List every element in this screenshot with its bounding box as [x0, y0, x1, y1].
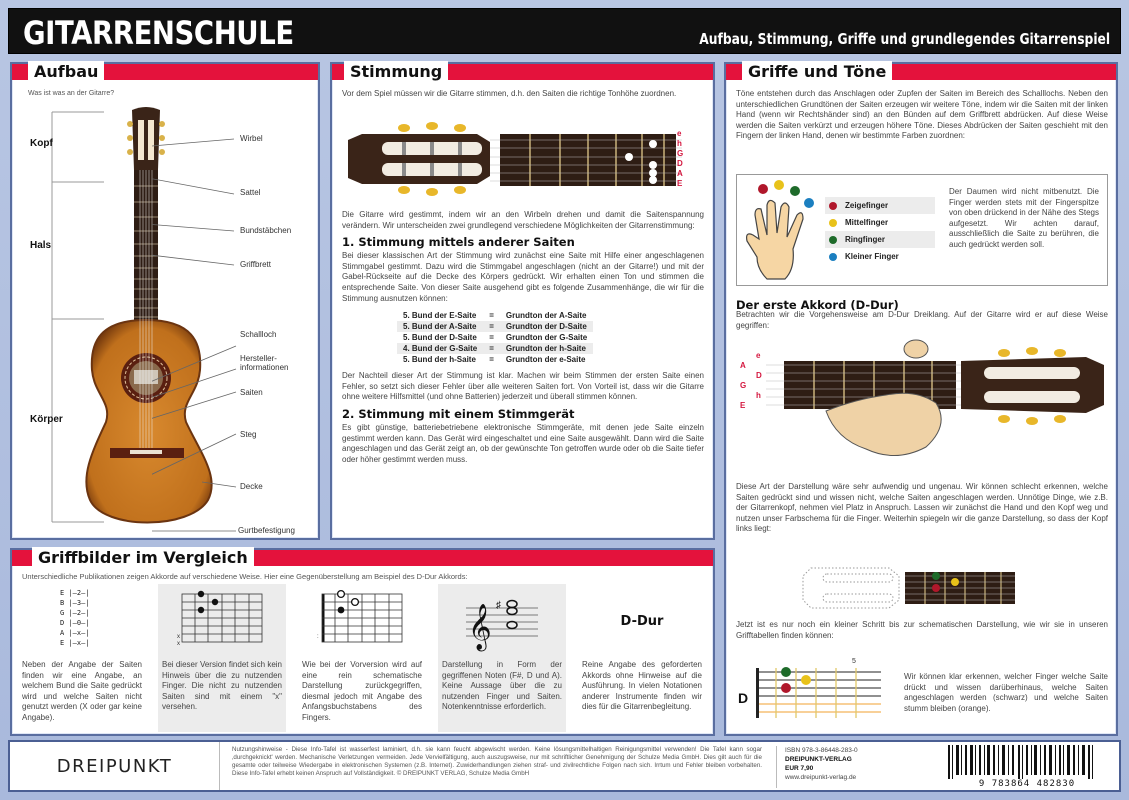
panel-heading-bar — [332, 64, 713, 80]
barcode-icon — [942, 745, 1112, 779]
section-label-koerper: Körper — [30, 414, 63, 425]
string-label: D — [756, 371, 762, 380]
string-label: e — [756, 351, 761, 360]
finger-legend-item: Zeigefinger — [825, 197, 935, 214]
finger-legend-item: Ringfinger — [825, 231, 935, 248]
legal-notice: Nutzungshinweise - Diese Info-Tafel ist wasserfest laminiert, d.h. sie kann feucht abgewischt werden. Keine lösungsmittelhaltigen Reinigungsmittel verwenden! Die Tafel kann sogar ‚durchgeknickt' werden. Mechanische Verletzungen vermeiden. Jede Vervielfältigung, auch auszugsweise, nur mit schriftlicher Genehmigung der Schulze Media GmbH. Dies gilt auch für die gesamte oder teilweise Wiedergabe in elektronischen Systemen (z.B. Internet). Zuwiderhandlungen ziehen straf- und zivilrechtliche Folgen nach sich. Irrtum und Fehler bleiben vorbehalten. Diese Info-Tafel erhebt keinen Anspruch auf Vollständigkeit. © DREIPUNKT VERLAG, Schulze Media GmbH — [232, 746, 762, 777]
string-label: E — [740, 401, 746, 410]
string-label: A — [740, 361, 746, 370]
green-dot-icon — [829, 236, 837, 244]
string-label: D — [677, 159, 683, 168]
isbn: ISBN 978-3-86448-283-0 — [785, 747, 858, 754]
panel-heading-bar — [12, 550, 713, 566]
comparison-description: Darstellung in Form der gegriffenen Noten (F#, D und A). Keine Aussage über die zu nutzenden Finger und Saiten. Notenkenntnisse erforderlich. — [442, 660, 562, 712]
string-labels — [677, 129, 683, 189]
chord-box-dots-icon — [176, 588, 268, 650]
finger-legend-item: Mittelfinger — [825, 214, 935, 231]
finger-legend-item: Kleiner Finger — [825, 248, 935, 265]
red-dot-icon — [829, 202, 837, 210]
stimmung-subheading-1: 1. Stimmung mittels anderer Saiten — [342, 235, 575, 250]
part-label: Decke — [240, 482, 263, 491]
panel-griffe-und-toene — [724, 62, 1118, 736]
stimmung-paragraph: Es gibt günstige, batteriebetriebene elektronische Stimmgeräte, mit denen jede Saite einzeln gestimmt werden kann. Das Gerät wird eingeschaltet und eine Saite ausgewählt. Dann wird die Saite angeschlagen und das Gerät zeigt an, ob der gewünschte Ton getroffen wurde oder ob die Saite tiefer oder höher gestimmt werden muss. — [342, 422, 704, 464]
barcode — [942, 745, 1112, 789]
schema-note: Wir können klar erkennen, welcher Finger welche Saite drückt und wissen darüberhinaus, welche Saiten angeschlagen werden (schwarz) und welche Saiten stumm bleiben (orange). — [904, 672, 1108, 713]
finger-legend — [825, 197, 935, 265]
tuning-row: 5. Bund der A-Saite = Grundton der D-Saite — [397, 321, 593, 332]
string-label: e — [677, 129, 682, 138]
comparison-sheet-music — [438, 584, 566, 732]
comparison-chord-box — [158, 584, 286, 732]
leader-lines-icon — [152, 124, 252, 544]
poster-subtitle: Aufbau, Stimmung, Griffe und grundlegendes Gitarrenspiel — [699, 30, 1110, 48]
panel-griffbilder-im-vergleich — [10, 548, 715, 736]
comparison-description: Reine Angabe des geforderten Akkords ohne Hinweise auf die Ausführung. In vielen Notationen anderer Instrumente finden wir dies für die Gitarrenbegleitung. — [582, 660, 702, 712]
part-label: Saiten — [240, 388, 263, 397]
aufbau-intro: Was ist was an der Gitarre? — [28, 90, 115, 97]
tuning-row: 5. Bund der E-Saite = Grundton der A-Saite — [403, 311, 587, 321]
comparison-tab-notation — [18, 584, 146, 732]
mirrored-fretboard-icon — [801, 564, 1021, 614]
stimmung-intro: Vor dem Spiel müssen wir die Gitarre stimmen, d.h. den Saiten die richtige Tonhöhe zuordnen. — [342, 89, 677, 98]
panel-heading: Aufbau — [28, 61, 104, 83]
yellow-dot-icon — [829, 219, 837, 227]
string-label: E — [677, 179, 683, 188]
griffe-intro: Töne entstehen durch das Anschlagen oder Zupfen der Saiten im Bereich des Schalllochs. Neben den unterschiedlichen Grundtönen der Saiten erzeugen wir weitere Töne, indem wir die Saiten mit der linken Hand (wenn wir Rechtshänder sind) an den Bünden auf dem Griffbrett abdrücken. Auf diese Weise werden die Saiten verkürzt und erzeugen höhere Töne. Dieses Abdrücken der Saiten geschieht mit den Fingern der linken Hand, denen wir bestimmte Farben zuordnen: — [736, 89, 1108, 141]
schema-chord-label: D — [738, 690, 749, 706]
schema-paragraph: Jetzt ist es nur noch ein kleiner Schritt bis zur schematischen Darstellung, wie wir sie in unseren Grifftabellen finden können: — [736, 620, 1108, 640]
finger-color-box — [736, 174, 1108, 286]
panel-heading-bar — [12, 64, 318, 80]
part-label: Bundstäbchen — [240, 226, 292, 235]
svg-text:♯: ♯ — [496, 600, 501, 611]
svg-text:x: x — [177, 641, 180, 647]
string-label: G — [740, 381, 747, 390]
svg-text:𝄞: 𝄞 — [468, 604, 492, 650]
svg-text:x: x — [177, 634, 180, 640]
stimmung-paragraph: Bei dieser klassischen Art der Stimmung wird zunächst eine Saite mit Hilfe einer angeschlagenen Stimmgabel gestimmt. Dazu wird die Stimmgabel angeschlagen (nicht an der Gitarre!) und mit der Gabel-Rückseite auf die Decke des Körpers gedrückt. Wir erhalten einen Ton und stimmen die entsprechende Saite. Von dieser Saite ausgehend gibt es folgende Zusammenhänge, die wir für die Stimmung ausnutzen können: — [342, 251, 704, 303]
comparison-chord-box-fingers — [298, 584, 426, 732]
stimmung-body — [342, 210, 704, 465]
mirror-paragraph: Diese Art der Darstellung wäre sehr aufwendig und ungenau. Wir können schlecht erkennen, welche Saiten gedrückt sind und wissen nicht, welche Saiten angeschlagen werden. Unnötige Dinge, wie z.B. der Gitarrenkopf, nehmen viel Platz in Anspruch. Lassen wir zunächst die Hand und den Kopf weg und nutzen unser Farbschema für die Finger. Weiterhin spiegeln wir die ganze Darstellung, so dass der Kopf links liegt: — [736, 482, 1108, 534]
chord-string-labels — [740, 351, 762, 411]
stimmung-paragraph: Die Gitarre wird gestimmt, indem wir an den Wirbeln drehen und damit die Saitenspannung verändern. Wir unterscheiden zwei grundlegend verschiedene Möglichkeiten der Gitarrenstimmung: — [342, 210, 704, 230]
string-label: h — [756, 391, 761, 400]
panel-aufbau — [10, 62, 320, 540]
chord-intro: Betrachten wir die Vorgehensweise am D-Dur Dreiklang. Auf der Gitarre wird er auf diese Weise gegriffen: — [736, 310, 1108, 330]
chord-heading: Der erste Akkord (D-Dur) — [736, 298, 899, 312]
treble-clef-chord-icon — [466, 586, 538, 654]
section-label-hals: Hals — [30, 240, 52, 251]
griffbilder-intro: Unterschiedliche Publikationen zeigen Akkorde auf verschiedene Weise. Hier eine Gegenüberstellung am Beispiel des D-Dur Akkords: — [22, 572, 468, 581]
chord-box-fingers-icon — [316, 588, 408, 650]
comparison-chord-name — [578, 584, 706, 732]
comparison-description: Neben der Angabe der Saiten finden wir eine Angabe, an welchem Bund die Saite gedrückt wird und welche Saiten nicht genutzt werden (X oder gar keine Angabe). — [22, 660, 142, 722]
string-label: G — [677, 149, 684, 158]
panel-stimmung — [330, 62, 715, 540]
d-chord-hand-illustration-icon — [736, 339, 1108, 469]
schema-fret-number: 5 — [852, 658, 856, 665]
barcode-number: 9 783864 482830 — [942, 779, 1112, 789]
part-label: Griffbrett — [240, 260, 271, 269]
tuning-row: 4. Bund der G-Saite = Grundton der h-Saite — [397, 343, 593, 354]
comparison-description: Wie bei der Vorversion wird auf eine rein schematische Darstellung zurückgegriffen, diesmal jedoch mit Angabe des Anfangsbuchstabens des Fingers. — [302, 660, 422, 722]
part-label: Steg — [240, 430, 257, 439]
svg-text::: : — [317, 634, 319, 640]
section-label-kopf: Kopf — [30, 138, 53, 149]
dreipunkt-logo: DREIPUNKT — [10, 742, 220, 790]
part-label: informationen — [240, 363, 289, 372]
tuning-table — [397, 310, 593, 365]
schematic-chord-diagram-icon — [756, 664, 886, 724]
tuning-row: 5. Bund der h-Saite = Grundton der e-Saite — [403, 355, 586, 365]
part-label: Sattel — [240, 188, 261, 197]
panel-heading: Griffbilder im Vergleich — [32, 547, 254, 569]
blue-dot-icon — [829, 253, 837, 261]
price: EUR 7,90 — [785, 765, 814, 772]
stimmung-subheading-2: 2. Stimmung mit einem Stimmgerät — [342, 406, 575, 421]
part-label: Hersteller- — [240, 354, 277, 363]
panel-heading: Griffe und Töne — [742, 61, 892, 83]
panel-heading-bar — [726, 64, 1116, 80]
tab-notation: E |—2—| B |—3—| G |—2—| D |—0—| A |—x—| E |—x—| — [60, 589, 90, 647]
part-label: Wirbel — [240, 134, 263, 143]
comparison-description: Bei dieser Version findet sich kein Hinweis über die zu nutzenden Finger. Die nicht zu nutzenden Saiten sind mit einem "x" versehen. — [162, 660, 282, 712]
footer — [8, 740, 1121, 792]
hand-icon — [745, 179, 821, 283]
poster-header — [8, 8, 1121, 54]
string-label: A — [677, 169, 683, 178]
string-label: h — [677, 139, 682, 148]
finger-note: Der Daumen wird nicht mitbenutzt. Die Finger werden stets mit der Fingerspitze von oben drückend in der Nähe des Stegs aufgesetzt. Wir achten darauf, ausschließlich die Saite zu berühren, die auch gedrückt werden soll. — [949, 187, 1099, 249]
part-label: Gurtbefestigung — [238, 526, 295, 535]
website: www.dreipunkt-verlag.de — [785, 774, 857, 781]
poster-title: GITARRENSCHULE — [23, 14, 294, 52]
stimmung-paragraph: Der Nachteil dieser Art der Stimmung ist klar. Machen wir beim Stimmen der ersten Saite einen Fehler, so setzt sich dieser Fehler über alle weiteren Saiten fort. Von Vorteil ist, dass wir die Gitarre ohne weitere Hilfsmittel (und ohne Batterien) jederzeit und überall stimmen können. — [342, 371, 704, 402]
tuning-headstock-icon — [342, 112, 702, 202]
tuning-row: 5. Bund der D-Saite = Grundton der G-Saite — [403, 333, 588, 343]
publisher-info — [776, 746, 926, 788]
publisher-name: DREIPUNKT-VERLAG — [785, 756, 852, 763]
chord-name: D-Dur — [620, 614, 664, 629]
panel-heading: Stimmung — [344, 61, 448, 83]
part-label: Schallloch — [240, 330, 277, 339]
